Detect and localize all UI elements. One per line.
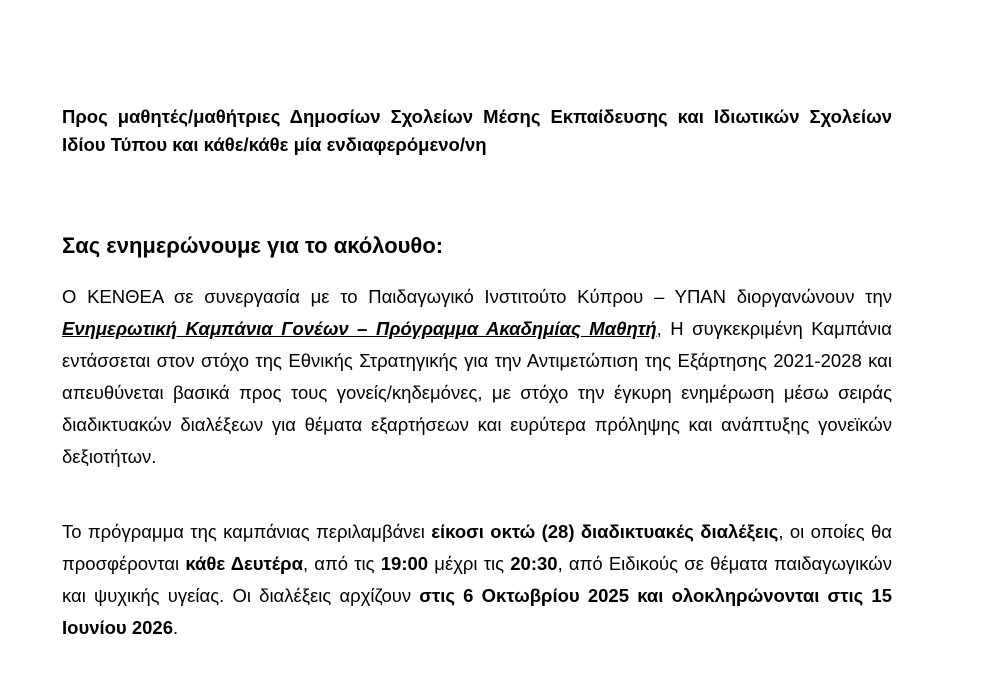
- start-time: 19:00: [380, 553, 429, 574]
- para1-text-b: , Η συγκεκριμένη Καμπάνια εντάσσεται στον στόχο της Εθνικής Στρατηγικής για την Αντιμετώπιση της Εξάρτησης 2021-2028 και απευθύνεται βασικά προς τους γονείς/κηδεμόνες, με στόχο την έγκυρη ενημέρωση μέσω σειράς διαδικτυακών διαλέξεων για θέματα εξαρτήσεων και ευρύτερα πρόληψης και ανάπτυξης γονεϊκών δεξιοτήτων.: [62, 318, 892, 467]
- paragraph-campaign-intro: [62, 281, 892, 473]
- para2-text-a: Το πρόγραμμα της καμπάνιας περιλαμβάνει: [62, 521, 432, 542]
- para2-text-b: , οι οποίες θα προσφέρονται: [62, 521, 892, 574]
- paragraph-program-details: [62, 516, 892, 644]
- end-time: 20:30: [510, 553, 558, 574]
- lecture-count: είκοσι οκτώ (28) διαδικτυακές διαλέξεις: [431, 521, 779, 542]
- para2-text-d: μέχρι τις: [428, 553, 511, 574]
- section-heading: Σας ενημερώνουμε για το ακόλουθο:: [62, 233, 444, 258]
- recipients-line: Προς μαθητές/μαθήτριες Δημοσίων Σχολείων Μέσης Εκπαίδευσης και Ιδιωτικών Σχολείων Ιδίου Τύπου και κάθε/κάθε μία ενδιαφερόμενο/νη: [62, 106, 892, 155]
- para1-text-a: Ο ΚΕΝΘΕΑ σε συνεργασία με το Παιδαγωγικό Ινστιτούτο Κύπρου – ΥΠΑΝ διοργανώνουν την: [62, 286, 892, 307]
- para2-text-e: , από Ειδικούς σε θέματα παιδαγωγικών και ψυχικής υγείας. Οι διαλέξεις αρχίζουν: [62, 553, 892, 606]
- para2-text-c: , από τις: [302, 553, 381, 574]
- lecture-day: κάθε Δευτέρα: [185, 553, 303, 574]
- program-dates: στις 6 Οκτωβρίου 2025 και ολοκληρώνονται στις 15 Ιουνίου 2026: [62, 585, 892, 638]
- para2-text-f: .: [173, 617, 179, 638]
- campaign-title: Ενημερωτική Καμπάνια Γονέων – Πρόγραμμα Ακαδημίας Μαθητή: [62, 318, 657, 339]
